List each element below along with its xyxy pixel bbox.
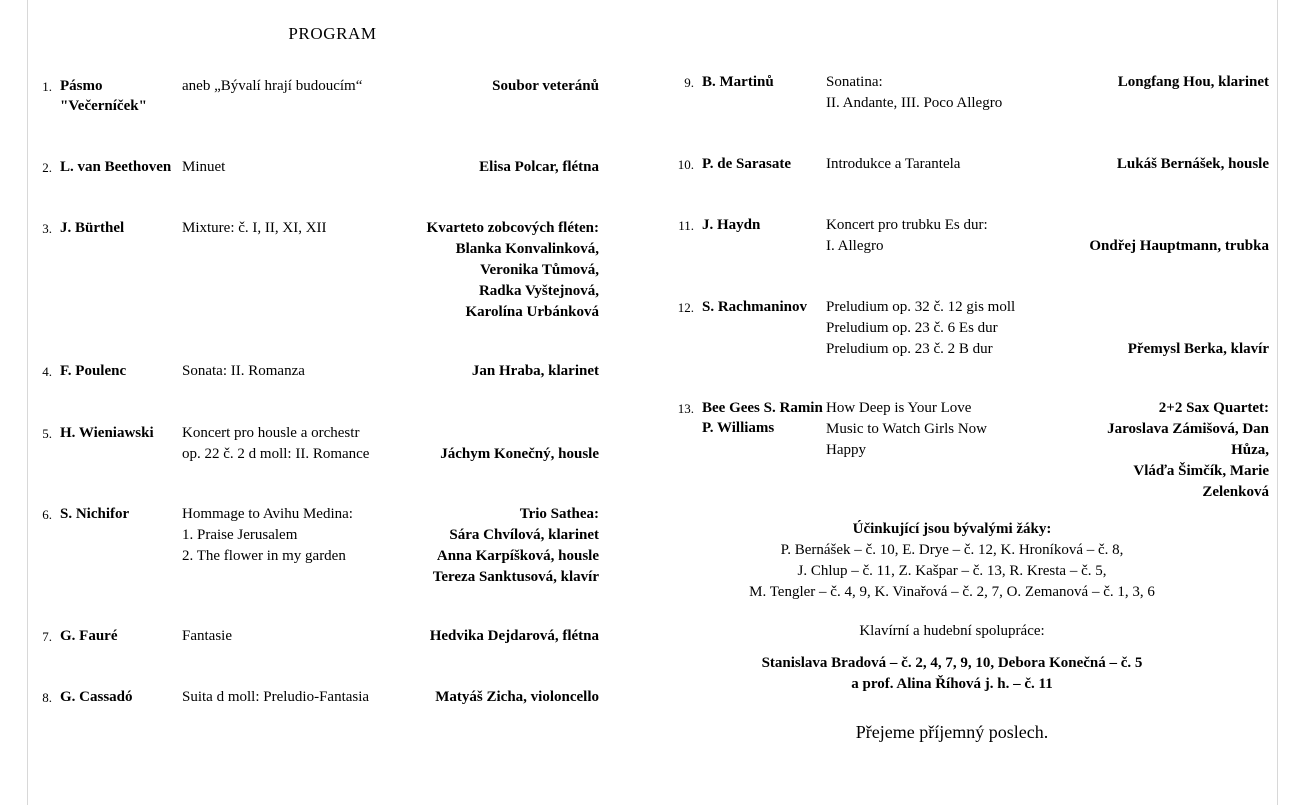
item-work bbox=[182, 504, 404, 567]
item-composer bbox=[60, 626, 182, 646]
performer-line bbox=[404, 423, 599, 444]
item-performer bbox=[1084, 215, 1269, 257]
work-line: Minuet bbox=[182, 159, 226, 175]
item-number: 2. bbox=[42, 160, 52, 175]
composer-line: Pásmo bbox=[60, 78, 103, 94]
collaboration-note bbox=[672, 621, 1232, 695]
item-composer bbox=[702, 215, 826, 235]
item-work bbox=[182, 687, 404, 708]
item-performer bbox=[404, 687, 599, 708]
composer-line: S. Nichifor bbox=[60, 506, 130, 522]
collaboration-line: a prof. Alina Říhová j. h. – č. 11 bbox=[851, 676, 1053, 692]
performer-line bbox=[1084, 297, 1269, 318]
composer-line: J. Bürthel bbox=[60, 220, 125, 236]
item-composer bbox=[702, 297, 826, 317]
work-line: Mixture: č. I, II, XI, XII bbox=[182, 220, 327, 236]
item-work bbox=[826, 154, 1084, 175]
work-line: How Deep is Your Love bbox=[826, 400, 972, 416]
program-item bbox=[672, 398, 1269, 503]
performer-line: Blanka Konvalinková, bbox=[455, 241, 599, 257]
performer-line: Radka Vyštejnová, bbox=[478, 283, 599, 299]
item-composer bbox=[702, 72, 826, 92]
item-work bbox=[182, 157, 404, 178]
item-work bbox=[182, 218, 404, 239]
item-performer bbox=[404, 504, 599, 588]
composer-line: P. Williams bbox=[702, 420, 775, 436]
performer-line: Tereza Sanktusová, klavír bbox=[432, 569, 599, 585]
item-composer bbox=[702, 154, 826, 174]
composer-line: B. Martinů bbox=[702, 74, 774, 90]
work-line: Sonata: II. Romanza bbox=[182, 363, 305, 379]
page-title: PROGRAM bbox=[288, 24, 377, 43]
item-number: 6. bbox=[42, 507, 52, 522]
work-line: Hommage to Avihu Medina: bbox=[182, 506, 353, 522]
item-work bbox=[182, 626, 404, 647]
program-item bbox=[30, 687, 599, 708]
item-performer bbox=[404, 423, 599, 465]
item-number: 11. bbox=[678, 218, 694, 233]
collaboration-line: Stanislava Bradová – č. 2, 4, 7, 9, 10, Debora Konečná – č. 5 bbox=[761, 655, 1143, 671]
composer-line: L. van Beethoven bbox=[60, 159, 172, 175]
performer-line: Přemysl Berka, klavír bbox=[1127, 341, 1269, 357]
item-number: 10. bbox=[677, 157, 694, 172]
item-work bbox=[182, 423, 404, 465]
work-line: Sonatina: bbox=[826, 74, 883, 90]
item-number: 9. bbox=[684, 75, 694, 90]
alumni-note bbox=[672, 519, 1232, 603]
work-line: 1. Praise Jerusalem bbox=[182, 527, 298, 543]
composer-line: G. Cassadó bbox=[60, 689, 133, 705]
item-number: 8. bbox=[42, 690, 52, 705]
program-item bbox=[672, 297, 1269, 360]
program-item bbox=[30, 76, 599, 116]
composer-line: G. Fauré bbox=[60, 628, 118, 644]
performer-line: Sára Chvílová, klarinet bbox=[449, 527, 599, 543]
item-number: 13. bbox=[677, 401, 694, 416]
alumni-line: J. Chlup – č. 11, Z. Kašpar – č. 13, R. Kresta – č. 5, bbox=[797, 563, 1107, 579]
performer-line: Jaroslava Zámišová, Dan Hůza, bbox=[1107, 421, 1269, 458]
item-work bbox=[182, 361, 404, 382]
composer-line: Bee Gees bbox=[702, 400, 760, 416]
program-item bbox=[672, 72, 1269, 114]
closing-message: Přejeme příjemný poslech. bbox=[855, 722, 1049, 742]
page-left-border bbox=[27, 0, 28, 805]
item-composer bbox=[60, 687, 182, 707]
item-performer bbox=[404, 361, 599, 382]
work-line: Music to Watch Girls Now bbox=[826, 421, 988, 437]
work-line: op. 22 č. 2 d moll: II. Romance bbox=[182, 446, 370, 462]
performer-line: Vláďa Šimčík, Marie Zelenková bbox=[1133, 463, 1269, 500]
item-work bbox=[826, 398, 1084, 461]
item-performer bbox=[1084, 398, 1269, 503]
work-line: Suita d moll: Preludio-Fantasia bbox=[182, 689, 370, 705]
composer-line: H. Wieniawski bbox=[60, 425, 154, 441]
composer-line: S. Ramin bbox=[763, 400, 823, 416]
program-item bbox=[672, 154, 1269, 175]
work-line: Koncert pro trubku Es dur: bbox=[826, 217, 988, 233]
program-item bbox=[30, 218, 599, 323]
item-composer bbox=[60, 504, 182, 524]
performer-line: Soubor veteránů bbox=[492, 78, 599, 94]
collaboration-heading: Klavírní a hudební spolupráce: bbox=[859, 623, 1045, 639]
work-line: 2. The flower in my garden bbox=[182, 548, 346, 564]
composer-line: "Večerníček" bbox=[60, 98, 147, 114]
item-composer bbox=[60, 218, 182, 238]
alumni-line: P. Bernášek – č. 10, E. Drye – č. 12, K. Hroníková – č. 8, bbox=[780, 542, 1124, 558]
program-item bbox=[672, 215, 1269, 257]
item-performer bbox=[404, 218, 599, 323]
item-work bbox=[826, 215, 1084, 257]
item-number: 1. bbox=[42, 79, 52, 94]
item-composer bbox=[60, 361, 182, 381]
item-composer bbox=[702, 398, 826, 438]
performer-line: Trio Sathea: bbox=[519, 506, 599, 522]
work-line: Introdukce a Tarantela bbox=[826, 156, 961, 172]
performer-line: 2+2 Sax Quartet: bbox=[1158, 400, 1269, 416]
item-number: 3. bbox=[42, 221, 52, 236]
item-work bbox=[182, 76, 404, 97]
performer-line: Jáchym Konečný, housle bbox=[440, 446, 599, 462]
item-number: 7. bbox=[42, 629, 52, 644]
item-number: 12. bbox=[677, 300, 694, 315]
item-composer bbox=[60, 76, 182, 116]
performer-line: Matyáš Zicha, violoncello bbox=[435, 689, 599, 705]
item-performer bbox=[1084, 72, 1269, 93]
work-line: Preludium op. 32 č. 12 gis moll bbox=[826, 299, 1016, 315]
program-item bbox=[30, 626, 599, 647]
performer-line: Jan Hraba, klarinet bbox=[471, 363, 599, 379]
program-item bbox=[30, 157, 599, 178]
performer-line: Longfang Hou, klarinet bbox=[1117, 74, 1269, 90]
composer-line: F. Poulenc bbox=[60, 363, 127, 379]
work-line: Preludium op. 23 č. 2 B dur bbox=[826, 341, 993, 357]
program-item bbox=[30, 423, 599, 465]
item-performer bbox=[404, 76, 599, 97]
program-item bbox=[30, 361, 599, 382]
work-line: aneb „Bývalí hrají budoucím“ bbox=[182, 78, 363, 94]
composer-line: S. Rachmaninov bbox=[702, 299, 808, 315]
alumni-heading: Účinkující jsou bývalými žáky: bbox=[852, 521, 1052, 537]
program-item bbox=[30, 504, 599, 588]
performer-line: Lukáš Bernášek, housle bbox=[1116, 156, 1269, 172]
performer-line bbox=[1084, 318, 1269, 339]
item-performer bbox=[1084, 154, 1269, 175]
work-line: Preludium op. 23 č. 6 Es dur bbox=[826, 320, 998, 336]
page-right-border bbox=[1277, 0, 1278, 805]
work-line: Fantasie bbox=[182, 628, 232, 644]
item-performer bbox=[404, 157, 599, 178]
item-work bbox=[826, 297, 1084, 360]
performer-line: Hedvika Dejdarová, flétna bbox=[429, 628, 599, 644]
work-line: II. Andante, III. Poco Allegro bbox=[826, 95, 1003, 111]
performer-line: Karolína Urbánková bbox=[465, 304, 599, 320]
composer-line: J. Haydn bbox=[702, 217, 761, 233]
performer-line: Elisa Polcar, flétna bbox=[479, 159, 599, 175]
item-number: 5. bbox=[42, 426, 52, 441]
performer-line: Kvarteto zobcových fléten: bbox=[426, 220, 599, 236]
item-composer bbox=[60, 423, 182, 443]
work-line: Koncert pro housle a orchestr bbox=[182, 425, 360, 441]
performer-line: Anna Karpíšková, housle bbox=[436, 548, 599, 564]
performer-line bbox=[1084, 215, 1269, 236]
item-performer bbox=[1084, 297, 1269, 360]
alumni-line: M. Tengler – č. 4, 9, K. Vinařová – č. 2, 7, O. Zemanová – č. 1, 3, 6 bbox=[749, 584, 1155, 600]
item-composer bbox=[60, 157, 182, 177]
composer-line: P. de Sarasate bbox=[702, 156, 792, 172]
work-line: I. Allegro bbox=[826, 238, 884, 254]
spacer bbox=[672, 642, 1232, 653]
work-line: Happy bbox=[826, 442, 866, 458]
performer-line: Veronika Tůmová, bbox=[480, 262, 599, 278]
performer-line: Ondřej Hauptmann, trubka bbox=[1089, 238, 1269, 254]
item-work bbox=[826, 72, 1084, 114]
item-performer bbox=[404, 626, 599, 647]
item-number: 4. bbox=[42, 364, 52, 379]
